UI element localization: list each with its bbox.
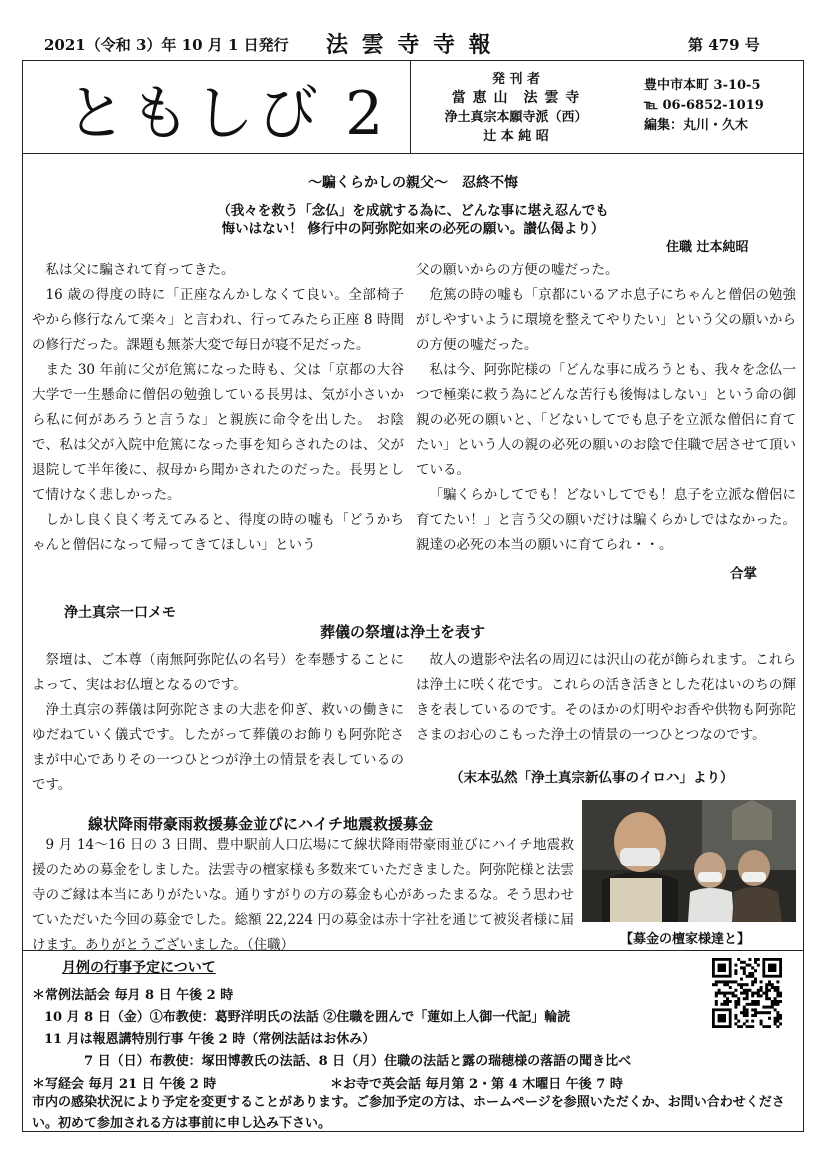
article2-paragraph: 祭壇は、ご本尊（南無阿弥陀仏の名号）を奉懸することによって、実はお仏壇となるのです。 [32, 652, 404, 693]
article3-body-column [32, 833, 574, 958]
temple-name: 當 恵 山 法 雲 寺 [451, 90, 581, 106]
phone-number: ℡ 06-6852-1019 [644, 98, 764, 113]
qr-code-image [712, 958, 782, 1028]
schedule-line: ＊お寺で英会話 毎月第 2・第 4 木曜日 午後 7 時 [330, 1077, 623, 1092]
schedule-line: 11 月は報恩講特別行事 午後 2 時（常例法話はお休み） [44, 1032, 376, 1047]
article2-right-column [416, 648, 796, 748]
donation-photo-image [582, 800, 796, 922]
article1-paragraph: 私は父に騙されて育ってきた。 [45, 262, 235, 278]
schedule-line: 10 月 8 日（金）①布教使：葛野洋明氏の法話 ②住職を囲んで「蓮如上人御一代記」輪読 [44, 1010, 571, 1025]
article1-paragraph: 父の願いからの方便の嘘だった。 [416, 262, 619, 278]
article3-title: 線状降雨帯豪雨救援募金並びにハイチ地震救援募金 [88, 815, 434, 833]
article1-subtitle-line2: 悔いはない！ 修行中の阿弥陀如来の必死の願い。讃仏偈より） [221, 221, 605, 237]
photo-caption: 【募金の檀家様達と】 [620, 932, 751, 947]
editors: 編集：丸川・久木 [644, 118, 749, 133]
article1-author: 住職 辻本純昭 [666, 240, 749, 255]
publisher-label: 発 刊 者 [491, 72, 541, 87]
publisher-block [426, 70, 606, 146]
article1-right-column [416, 258, 796, 558]
article2-paragraph: 浄土真宗の葬儀は阿弥陀さまの大悲を仰ぎ、救いの働きにゆだねていく儀式です。したがって葬儀のお飾りも阿弥陀さまが中心でありその一つひとつが浄土の情景を表しているのです。 [32, 702, 404, 793]
article1-paragraph: また 30 年前に父が危篤になった時も、父は「京都の大谷大学で一生懸命に僧侶の勉強している長男は、気が小さいから私に何があろうと言うな」と親族に命令を出した。 お陰で、私は父が入院中危篤になった事を知らされたのは、父が退院して半年後に、叔母から聞かされたのだった。長男として情けなく悲しかった。 [32, 362, 404, 503]
article1-paragraph: 危篤の時の嘘も「京都にいるアホ息子にちゃんと僧侶の勉強がしやすいように環境を整えてやりたい」という父の願いからの方便の嘘だった。 [416, 287, 796, 353]
priest-name: 辻 本 純 昭 [483, 129, 549, 144]
newsletter-title: 法 雲 寺 寺 報 [326, 32, 494, 58]
article2-source: （末本弘然「浄土真宗新仏事のイロハ」より） [450, 770, 734, 786]
masthead-vertical-rule [410, 60, 411, 153]
article2-left-column [32, 648, 404, 798]
qr-code-icon[interactable] [712, 958, 782, 1028]
article2-section-label: 浄土真宗一口メモ [64, 605, 176, 621]
donation-photo [582, 800, 796, 922]
article1-paragraph: 16 歳の得度の時に「正座なんかしなくて良い。全部椅子やから修行なんて楽々」と言われ、行ってみたら正座 8 時間の修行だった。課題も無茶大変で毎日が寝不足だった。 [32, 287, 404, 353]
issue-date: 2021（令和 3）年 10 月 1 日発行 [44, 36, 289, 54]
issue-number: 第 479 号 [688, 36, 760, 54]
sect-name: 浄土真宗本願寺派（西） [444, 110, 588, 125]
article1-paragraph: 「騙くらかしてでも！どないしてでも！息子を立派な僧侶に育てたい！」と言う父の願いだけは騙くらかしではなかった。親達の必死の本当の願いに育てられ・・。 [416, 487, 796, 553]
schedule-line: 7 日（日）布教使：塚田博教氏の法話、8 日（月）住職の法話と露の瑞穂様の落語の聞き比べ [84, 1054, 632, 1069]
article1-subtitle-line1: （我々を救う「念仏」を成就する為に、どんな事に堪え忍んでも [217, 203, 609, 219]
article1-paragraph: 私は今、阿弥陀様の「どんな事に成ろうとも、我々を念仏一つで極楽に救う為にどんな苦行も後悔はしない」という命の御親の必死の願いと、「どないしてでも息子を立派な僧侶に育てたい」という人の親の必死の願いのお陰で住職で居させて頂いている。 [416, 362, 796, 478]
article1-paragraph: しかし良く良く考えてみると、得度の時の嘘も「どうかちゃんと僧侶になって帰ってきてほしい」という [32, 512, 404, 553]
article3-body: 9 月 14～16 日の 3 日間、豊中駅前人口広場にて線状降雨帯豪雨並びにハイチ地震救援のための募金をしました。法雲寺の檀家様も多数来ていただきました。阿弥陀様と法雲寺のご縁は本当にありがたいな。通りすがりの方の募金も心があったまるな。そう思わせていただいた今回の募金でした。総額 22,224 円の募金は赤十字社を通じて被災者様に届けます。ありがとうございました。（住職） [32, 837, 574, 953]
article2-paragraph: 故人の遺影や法名の周辺には沢山の花が飾られます。これらは浄土に咲く花です。これらの活き活きとした花はいのちの輝きを表しているのです。そのほかの灯明やお香や供物も阿弥陀さまのお心のこもった浄土の情景の一つひとつなのです。 [416, 652, 796, 743]
article2-title: 葬儀の祭壇は浄土を表す [320, 623, 486, 641]
article1-closing: 合掌 [730, 566, 757, 582]
address: 豊中市本町 3-10-5 [644, 78, 761, 93]
schedule-line: ＊常例法話会 毎月 8 日 午後 2 時 [32, 988, 234, 1003]
article1-title: ～騙くらかしの親父～ 忍終不悔 [308, 175, 518, 191]
article1-subtitle [22, 202, 804, 238]
contact-block [644, 76, 764, 136]
article1-left-column [32, 258, 404, 558]
schedule-title: 月例の行事予定について [62, 960, 216, 976]
schedule-notice: 市内の感染状況により予定を変更することがあります。ご参加予定の方は、ホームページを参照いただくか、お問い合わせください。初めて参加される方は事前に申し込み下さい。 [32, 1095, 785, 1131]
schedule-list [32, 985, 631, 1073]
masthead-divider [22, 153, 804, 154]
schedule-line: ＊写経会 毎月 21 日 午後 2 時 [32, 1077, 217, 1092]
logo-title: ともしび 2 [66, 79, 388, 149]
